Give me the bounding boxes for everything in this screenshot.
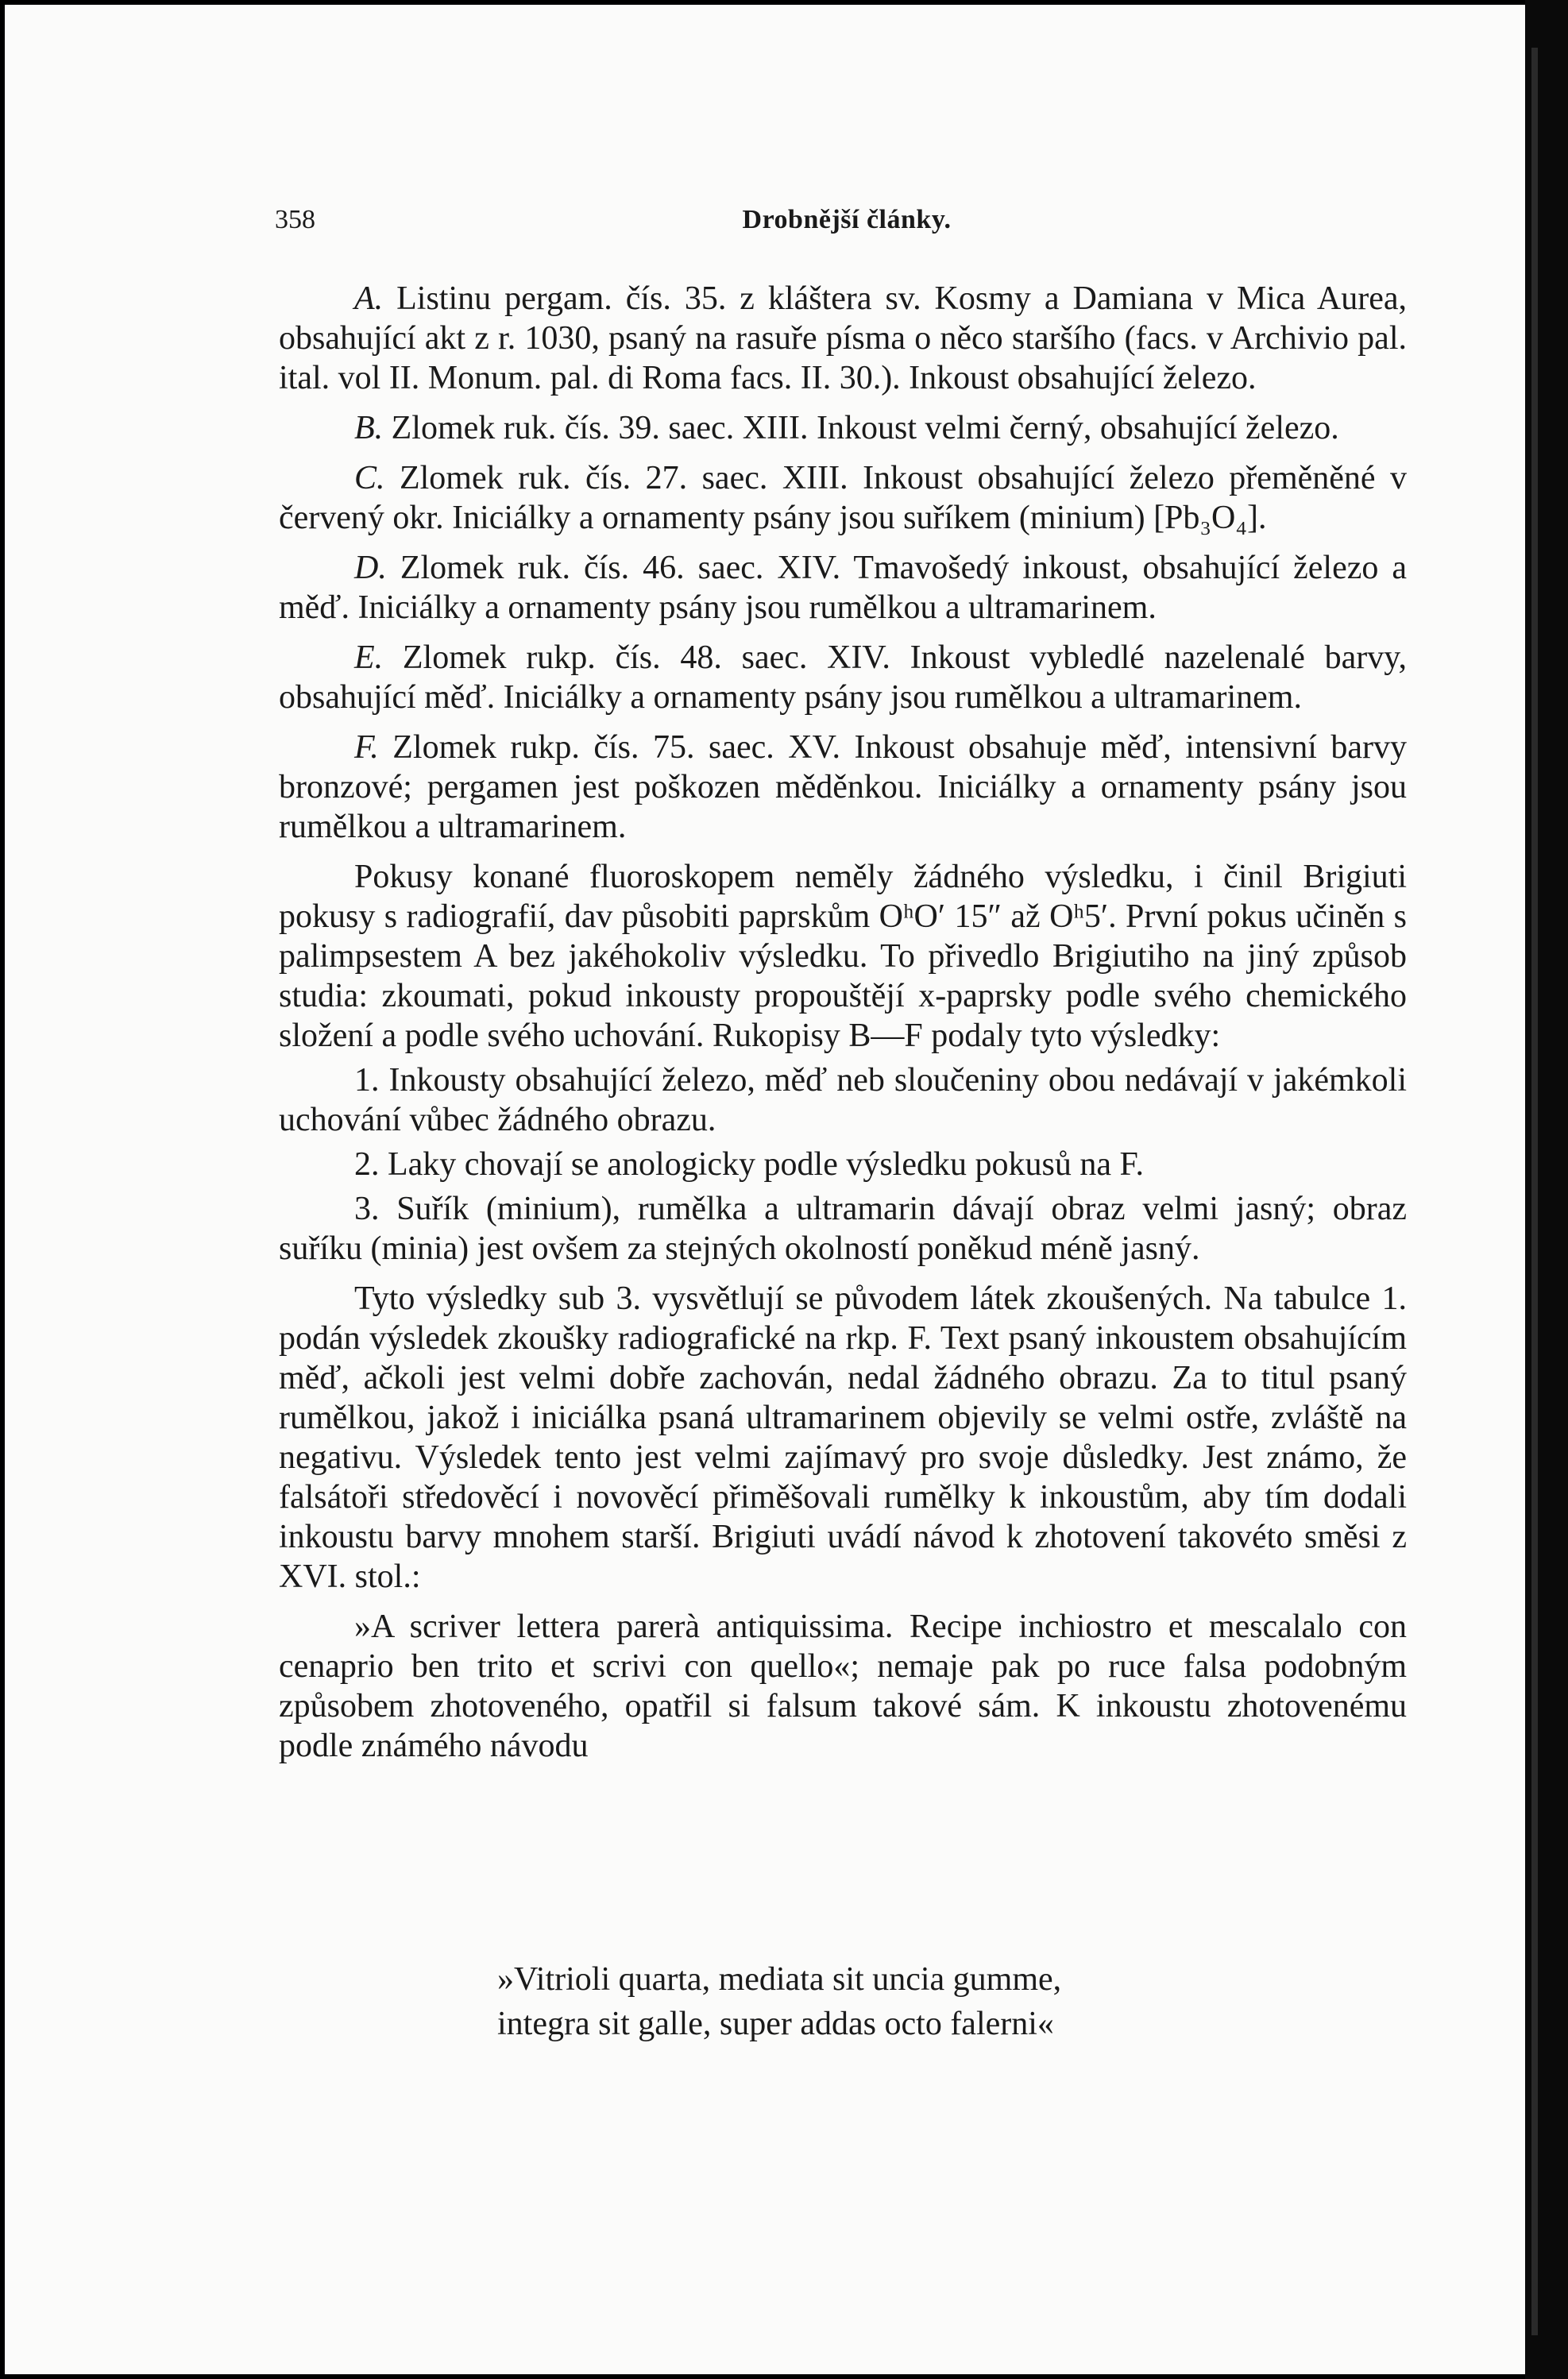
document-page xyxy=(5,5,1525,2374)
result-item-2: 2. Laky chovají se anologicky podle výsledku pokusů na F. xyxy=(354,1146,1144,1183)
entry-sigil: D. xyxy=(354,550,387,586)
entry-text: Zlomek rukp. čís. 75. saec. XV. Inkoust obsahuje měď, intensivní barvy bronzové; pergamen jest poškozen měděnkou. Iniciálky a ornamenty psány jsou rumělkou a ultramarinem. xyxy=(279,729,1407,845)
scan-border-strip xyxy=(1531,48,1538,2335)
running-title: Drobnější články. xyxy=(742,205,952,234)
entry-sigil: B. xyxy=(354,410,384,446)
manuscript-entry-f xyxy=(279,728,1407,847)
entry-text: Zlomek ruk. čís. 46. saec. XIV. Tmavošedý inkoust, obsahující železo a měď. Iniciálky a ornamenty psány jsou rumělkou a ultramarinem. xyxy=(279,550,1407,626)
entry-sigil: A. xyxy=(354,280,384,317)
page-header xyxy=(275,205,1419,245)
manuscript-entry-d xyxy=(279,548,1407,628)
paragraph-recipe: »A scriver lettera parerà antiquissima. Recipe inchiostro et mescalalo con cenaprio ben trito et scrivi con quello«; nemaje pak po ruce falsa podobným způsobem zhotoveného, opatřil si falsum takové sám. K inkoustu zhotovenému podle známého návodu xyxy=(279,1609,1407,1764)
entry-sigil: F. xyxy=(354,729,379,766)
entry-text: Zlomek rukp. čís. 48. saec. XIV. Inkoust vybledlé nazelenalé barvy, obsahující měď. Iniciálky a ornamenty psány jsou rumělkou a ultramarinem. xyxy=(279,639,1407,716)
manuscript-entry-c xyxy=(279,458,1407,538)
latin-verse-quote xyxy=(497,1957,1292,2046)
entry-sigil: E. xyxy=(354,639,384,676)
result-item-3: 3. Suřík (minium), rumělka a ultramarin dávají obraz velmi jasný; obraz suříku (minia) jest ovšem za stejných okolností poněkud méně jasný. xyxy=(279,1191,1407,1267)
quote-line: »Vitrioli quarta, mediata sit uncia gumme, xyxy=(497,1961,1062,1998)
manuscript-entry-e xyxy=(279,638,1407,717)
entry-text: Zlomek ruk. čís. 27. saec. XIII. Inkoust obsahující železo přeměněné v červený okr. Iniciálky a ornamenty psány jsou suříkem (minium) [Pb₃O₄]. xyxy=(279,460,1407,536)
manuscript-entry-b xyxy=(279,408,1407,448)
result-item-1: 1. Inkousty obsahující železo, měď neb sloučeniny obou nedávají v jakémkoli uchování vůbec žádného obrazu. xyxy=(279,1062,1407,1138)
manuscript-entry-a xyxy=(279,279,1407,398)
article-body xyxy=(279,279,1407,1766)
quote-line: integra sit galle, super addas octo falerni« xyxy=(497,2006,1054,2042)
paragraph-experiments: Pokusy konané fluoroskopem neměly žádného výsledku, i činil Brigiuti pokusy s radiografií, dav působiti paprskům OʰO′ 15″ až Oʰ5′. První pokus učiněn s palimpsestem A bez jakéhokoliv výsledku. To přivedlo Brigiutiho na jiný způsob studia: zkoumati, pokud inkousty propouštějí x-paprsky podle svého chemického složení a podle svého uchování. Rukopisy B—F podaly tyto výsledky: xyxy=(279,859,1407,1054)
paragraph-results-explained: Tyto výsledky sub 3. vysvětlují se původem látek zkoušených. Na tabulce 1. podán výsledek zkoušky radiografické na rkp. F. Text psaný inkoustem obsahujícím měď, ačkoli jest velmi dobře zachován, nedal žádného obrazu. Za to titul psaný rumělkou, jakož i iniciálka psaná ultramarinem objevily se velmi ostře, zvláště na negativu. Výsledek tento jest velmi zajímavý pro svoje důsledky. Jest známo, že falsátoři středověcí i novověcí přiměšovali rumělky k inkoustům, aby tím dodali inkoustu barvy mnohem starší. Brigiuti uvádí návod k zhotovení takovéto směsi z XVI. stol.: xyxy=(279,1280,1407,1595)
entry-text: Zlomek ruk. čís. 39. saec. XIII. Inkoust velmi černý, obsahující železo. xyxy=(383,410,1339,446)
entry-sigil: C. xyxy=(354,460,385,496)
entry-text: Listinu pergam. čís. 35. z kláštera sv. Kosmy a Damiana v Mica Aurea, obsahující akt z r. 1030, psaný na rasuře písma o něco staršího (facs. v Archivio pal. ital. vol II. Monum. pal. di Roma facs. II. 30.). Inkoust obsahující železo. xyxy=(279,280,1407,396)
page-number: 358 xyxy=(275,205,315,234)
